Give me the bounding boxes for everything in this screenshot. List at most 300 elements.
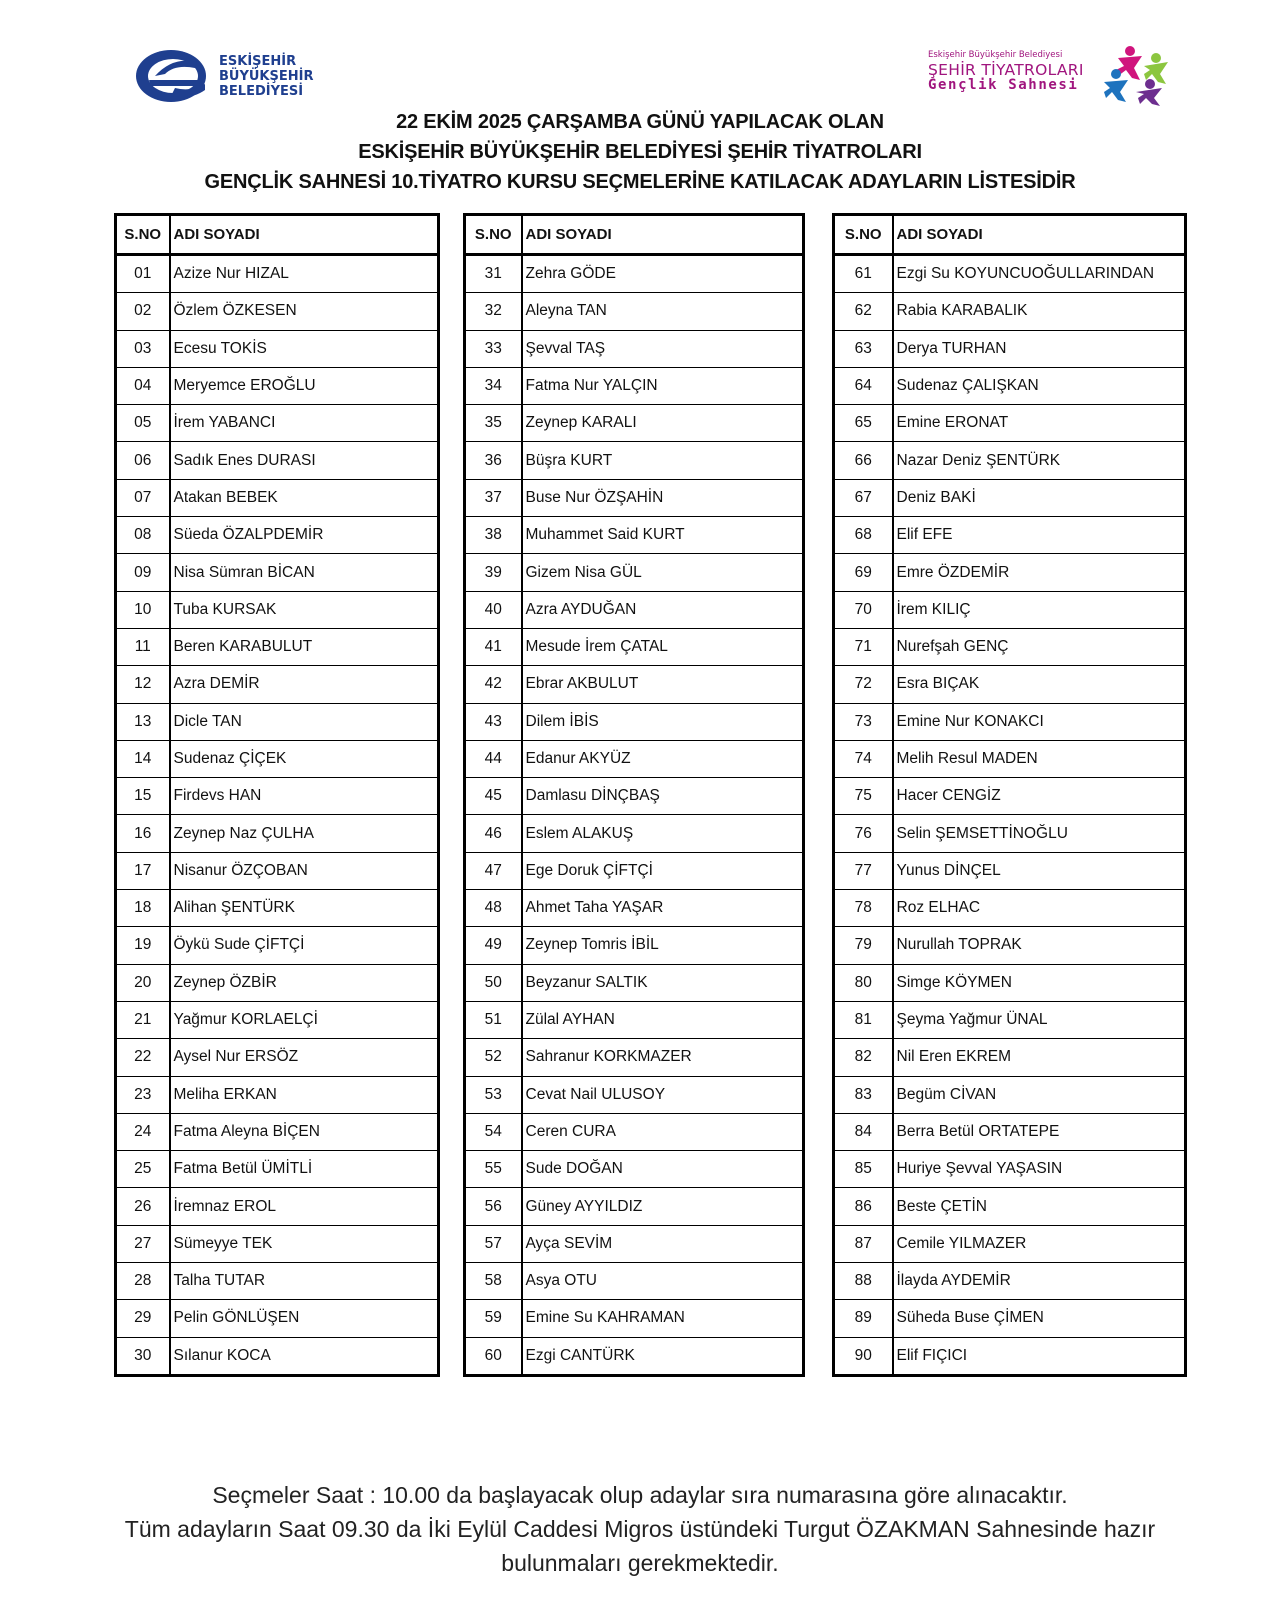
candidate-name: Ceren CURA bbox=[522, 1113, 804, 1150]
candidate-number: 73 bbox=[834, 703, 893, 740]
candidate-number: 88 bbox=[834, 1263, 893, 1300]
candidate-number: 84 bbox=[834, 1113, 893, 1150]
candidate-name: Esra BIÇAK bbox=[893, 666, 1186, 703]
table-row bbox=[834, 890, 1186, 927]
candidate-name: Deniz BAKİ bbox=[893, 479, 1186, 516]
title-line-3: GENÇLİK SAHNESİ 10.TİYATRO KURSU SEÇMELERİNE KATILACAK ADAYLARIN LİSTESİDİR bbox=[204, 171, 1076, 193]
candidate-number: 82 bbox=[834, 1039, 893, 1076]
candidate-number: 85 bbox=[834, 1151, 893, 1188]
candidate-name: Aleyna TAN bbox=[522, 293, 804, 330]
table-row bbox=[116, 927, 439, 964]
table-row bbox=[116, 554, 439, 591]
candidate-name: Cevat Nail ULUSOY bbox=[522, 1076, 804, 1113]
candidate-number: 77 bbox=[834, 852, 893, 889]
candidate-name: Şevval TAŞ bbox=[522, 330, 804, 367]
candidate-name: Hacer CENGİZ bbox=[893, 778, 1186, 815]
table-row bbox=[465, 1225, 804, 1262]
candidate-name: Fatma Aleyna BİÇEN bbox=[170, 1113, 439, 1150]
candidate-name: Nazar Deniz ŞENTÜRK bbox=[893, 442, 1186, 479]
candidate-number: 46 bbox=[465, 815, 522, 852]
candidate-name: Nurefşah GENÇ bbox=[893, 628, 1186, 665]
footer-line-2: Tüm adayların Saat 09.30 da İki Eylül Caddesi Migros üstündeki Turgut ÖZAKMAN Sahnesinde hazır bbox=[124, 1516, 1156, 1542]
candidate-name: Damlasu DİNÇBAŞ bbox=[522, 778, 804, 815]
candidate-number: 47 bbox=[465, 852, 522, 889]
candidate-number: 71 bbox=[834, 628, 893, 665]
candidate-number: 63 bbox=[834, 330, 893, 367]
table-row bbox=[116, 740, 439, 777]
candidate-number: 22 bbox=[116, 1039, 170, 1076]
table-row bbox=[465, 703, 804, 740]
candidate-number: 06 bbox=[116, 442, 170, 479]
candidate-number: 35 bbox=[465, 405, 522, 442]
table-row bbox=[116, 964, 439, 1001]
candidate-number: 53 bbox=[465, 1076, 522, 1113]
candidate-name: Eslem ALAKUŞ bbox=[522, 815, 804, 852]
table-row bbox=[834, 442, 1186, 479]
column-header-name: ADI SOYADI bbox=[893, 215, 1186, 255]
candidate-name: Melih Resul MADEN bbox=[893, 740, 1186, 777]
table-row bbox=[116, 1113, 439, 1150]
theatre-logo-line-3: Gençlik Sahnesi bbox=[928, 77, 1079, 93]
candidate-table-3 bbox=[832, 213, 1187, 1377]
candidate-name: Roz ELHAC bbox=[893, 890, 1186, 927]
candidate-number: 10 bbox=[116, 591, 170, 628]
candidate-table-2 bbox=[463, 213, 805, 1377]
table-row bbox=[834, 815, 1186, 852]
table-row bbox=[834, 927, 1186, 964]
table-row bbox=[465, 740, 804, 777]
candidate-name: Beren KARABULUT bbox=[170, 628, 439, 665]
candidate-number: 74 bbox=[834, 740, 893, 777]
candidate-name: Nisanur ÖZÇOBAN bbox=[170, 852, 439, 889]
candidate-name: Huriye Şevval YAŞASIN bbox=[893, 1151, 1186, 1188]
candidate-name: İremnaz EROL bbox=[170, 1188, 439, 1225]
table-row bbox=[116, 1001, 439, 1038]
candidate-number: 64 bbox=[834, 367, 893, 404]
candidate-number: 57 bbox=[465, 1225, 522, 1262]
candidate-name: Mesude İrem ÇATAL bbox=[522, 628, 804, 665]
table-row bbox=[116, 517, 439, 554]
candidate-name: İrem KILIÇ bbox=[893, 591, 1186, 628]
candidate-number: 34 bbox=[465, 367, 522, 404]
candidate-name: Süheda Buse ÇİMEN bbox=[893, 1300, 1186, 1337]
table-row bbox=[116, 1263, 439, 1300]
candidate-name: Nil Eren EKREM bbox=[893, 1039, 1186, 1076]
municipality-emblem-icon bbox=[135, 46, 211, 104]
candidate-number: 26 bbox=[116, 1188, 170, 1225]
candidate-name: Zeynep ÖZBİR bbox=[170, 964, 439, 1001]
candidate-number: 28 bbox=[116, 1263, 170, 1300]
theatre-logo-line-2: ŞEHİR TİYATROLARI bbox=[928, 61, 1084, 79]
candidate-name: Buse Nur ÖZŞAHİN bbox=[522, 479, 804, 516]
candidate-number: 66 bbox=[834, 442, 893, 479]
table-row bbox=[116, 666, 439, 703]
candidate-number: 61 bbox=[834, 255, 893, 293]
table-row bbox=[116, 591, 439, 628]
candidate-name: Selin ŞEMSETTİNOĞLU bbox=[893, 815, 1186, 852]
candidate-name: Nurullah TOPRAK bbox=[893, 927, 1186, 964]
table-row bbox=[465, 1151, 804, 1188]
candidate-name: Muhammet Said KURT bbox=[522, 517, 804, 554]
candidate-name: Rabia KARABALIK bbox=[893, 293, 1186, 330]
table-row bbox=[834, 554, 1186, 591]
candidate-name: Elif EFE bbox=[893, 517, 1186, 554]
candidate-name: Firdevs HAN bbox=[170, 778, 439, 815]
table-row bbox=[834, 1076, 1186, 1113]
table-row bbox=[834, 1225, 1186, 1262]
table-row bbox=[465, 330, 804, 367]
candidate-name: Ahmet Taha YAŞAR bbox=[522, 890, 804, 927]
candidate-number: 29 bbox=[116, 1300, 170, 1337]
dancing-figures-icon bbox=[1104, 44, 1170, 106]
candidate-number: 27 bbox=[116, 1225, 170, 1262]
candidate-name: Asya OTU bbox=[522, 1263, 804, 1300]
table-row bbox=[834, 964, 1186, 1001]
table-row bbox=[116, 1337, 439, 1375]
table-row bbox=[834, 666, 1186, 703]
candidate-name: Emine ERONAT bbox=[893, 405, 1186, 442]
table-row bbox=[465, 1001, 804, 1038]
candidate-name: Sümeyye TEK bbox=[170, 1225, 439, 1262]
candidate-number: 68 bbox=[834, 517, 893, 554]
candidate-name: Zeynep KARALI bbox=[522, 405, 804, 442]
candidate-name: Yağmur KORLAELÇİ bbox=[170, 1001, 439, 1038]
candidate-number: 13 bbox=[116, 703, 170, 740]
candidate-number: 55 bbox=[465, 1151, 522, 1188]
candidate-name: Şeyma Yağmur ÜNAL bbox=[893, 1001, 1186, 1038]
table-row bbox=[834, 479, 1186, 516]
candidate-name: Ezgi Su KOYUNCUOĞULLARINDAN bbox=[893, 255, 1186, 293]
theatre-logo bbox=[928, 48, 1168, 110]
table-row bbox=[116, 628, 439, 665]
candidate-number: 76 bbox=[834, 815, 893, 852]
table-row bbox=[465, 1300, 804, 1337]
candidate-number: 48 bbox=[465, 890, 522, 927]
table-row bbox=[116, 1076, 439, 1113]
table-row bbox=[465, 517, 804, 554]
candidate-name: Azize Nur HIZAL bbox=[170, 255, 439, 293]
logo-line-3: BELEDİYESİ bbox=[219, 84, 304, 99]
candidate-number: 75 bbox=[834, 778, 893, 815]
table-row bbox=[465, 405, 804, 442]
table-row bbox=[465, 852, 804, 889]
candidate-name: Derya TURHAN bbox=[893, 330, 1186, 367]
candidate-number: 42 bbox=[465, 666, 522, 703]
candidate-name: Dilem İBİS bbox=[522, 703, 804, 740]
footer-line-1: Seçmeler Saat : 10.00 da başlayacak olup adaylar sıra numarasına göre alınacaktır. bbox=[212, 1482, 1068, 1508]
table-row bbox=[116, 1188, 439, 1225]
candidate-number: 49 bbox=[465, 927, 522, 964]
candidate-number: 87 bbox=[834, 1225, 893, 1262]
candidate-name: Beste ÇETİN bbox=[893, 1188, 1186, 1225]
candidate-number: 39 bbox=[465, 554, 522, 591]
table-row bbox=[116, 815, 439, 852]
table-row bbox=[465, 666, 804, 703]
logo-line-1: ESKİŞEHİR bbox=[219, 54, 297, 69]
candidate-name: Pelin GÖNLÜŞEN bbox=[170, 1300, 439, 1337]
table-row bbox=[465, 1039, 804, 1076]
candidate-name: Aysel Nur ERSÖZ bbox=[170, 1039, 439, 1076]
table-row bbox=[834, 293, 1186, 330]
candidate-name: Talha TUTAR bbox=[170, 1263, 439, 1300]
candidate-name: Güney AYYILDIZ bbox=[522, 1188, 804, 1225]
theatre-logo-line-1: Eskişehir Büyükşehir Belediyesi bbox=[928, 50, 1063, 60]
candidate-name: Azra DEMİR bbox=[170, 666, 439, 703]
candidate-number: 43 bbox=[465, 703, 522, 740]
candidate-name: Nisa Sümran BİCAN bbox=[170, 554, 439, 591]
logo-line-2: BÜYÜKŞEHİR bbox=[219, 69, 314, 84]
candidate-name: Ecesu TOKİS bbox=[170, 330, 439, 367]
table-row bbox=[834, 330, 1186, 367]
table-row bbox=[465, 255, 804, 293]
candidate-name: Sadık Enes DURASI bbox=[170, 442, 439, 479]
table-row bbox=[465, 1113, 804, 1150]
candidate-number: 78 bbox=[834, 890, 893, 927]
table-row bbox=[465, 890, 804, 927]
candidate-number: 59 bbox=[465, 1300, 522, 1337]
candidate-name: Sudenaz ÇİÇEK bbox=[170, 740, 439, 777]
table-row bbox=[834, 740, 1186, 777]
title-line-1: 22 EKİM 2025 ÇARŞAMBA GÜNÜ YAPILACAK OLAN bbox=[396, 111, 884, 133]
candidate-number: 51 bbox=[465, 1001, 522, 1038]
candidate-name: Gizem Nisa GÜL bbox=[522, 554, 804, 591]
table-row bbox=[465, 628, 804, 665]
candidate-number: 37 bbox=[465, 479, 522, 516]
candidate-number: 24 bbox=[116, 1113, 170, 1150]
table-row bbox=[465, 367, 804, 404]
column-header-no: S.NO bbox=[116, 215, 170, 255]
candidate-name: Ebrar AKBULUT bbox=[522, 666, 804, 703]
table-row bbox=[465, 293, 804, 330]
candidate-table-1 bbox=[114, 213, 440, 1377]
table-row bbox=[834, 591, 1186, 628]
footer-notice bbox=[0, 1478, 1280, 1580]
candidate-name: Dicle TAN bbox=[170, 703, 439, 740]
table-row bbox=[834, 1263, 1186, 1300]
table-row bbox=[116, 1039, 439, 1076]
candidate-number: 32 bbox=[465, 293, 522, 330]
candidate-number: 83 bbox=[834, 1076, 893, 1113]
candidate-number: 04 bbox=[116, 367, 170, 404]
table-row bbox=[116, 852, 439, 889]
table-row bbox=[465, 1337, 804, 1375]
table-row bbox=[116, 703, 439, 740]
table-row bbox=[465, 927, 804, 964]
candidate-number: 40 bbox=[465, 591, 522, 628]
candidate-name: Cemile YILMAZER bbox=[893, 1225, 1186, 1262]
table-row bbox=[116, 890, 439, 927]
candidate-name: İlayda AYDEMİR bbox=[893, 1263, 1186, 1300]
candidate-number: 45 bbox=[465, 778, 522, 815]
candidate-name: Yunus DİNÇEL bbox=[893, 852, 1186, 889]
candidate-number: 90 bbox=[834, 1337, 893, 1375]
candidate-number: 65 bbox=[834, 405, 893, 442]
candidate-number: 58 bbox=[465, 1263, 522, 1300]
candidate-name: Atakan BEBEK bbox=[170, 479, 439, 516]
candidate-number: 14 bbox=[116, 740, 170, 777]
candidate-number: 36 bbox=[465, 442, 522, 479]
table-row bbox=[465, 1263, 804, 1300]
candidate-number: 15 bbox=[116, 778, 170, 815]
candidate-number: 05 bbox=[116, 405, 170, 442]
candidate-number: 31 bbox=[465, 255, 522, 293]
candidate-number: 62 bbox=[834, 293, 893, 330]
table-row bbox=[465, 554, 804, 591]
candidate-number: 38 bbox=[465, 517, 522, 554]
table-header-row bbox=[465, 215, 804, 255]
table-row bbox=[116, 1300, 439, 1337]
table-row bbox=[116, 293, 439, 330]
candidate-name: Fatma Betül ÜMİTLİ bbox=[170, 1151, 439, 1188]
table-row bbox=[834, 255, 1186, 293]
candidate-name: Zeynep Naz ÇULHA bbox=[170, 815, 439, 852]
candidate-number: 25 bbox=[116, 1151, 170, 1188]
table-row bbox=[116, 442, 439, 479]
candidate-name: Ezgi CANTÜRK bbox=[522, 1337, 804, 1375]
footer-line-3: bulunmaları gerekmektedir. bbox=[501, 1550, 779, 1576]
candidate-name: Sılanur KOCA bbox=[170, 1337, 439, 1375]
table-row bbox=[834, 1300, 1186, 1337]
candidate-number: 03 bbox=[116, 330, 170, 367]
candidate-name: Tuba KURSAK bbox=[170, 591, 439, 628]
candidate-name: Fatma Nur YALÇIN bbox=[522, 367, 804, 404]
table-row bbox=[465, 442, 804, 479]
table-row bbox=[834, 1113, 1186, 1150]
candidate-name: Ege Doruk ÇİFTÇİ bbox=[522, 852, 804, 889]
candidate-number: 80 bbox=[834, 964, 893, 1001]
table-row bbox=[465, 815, 804, 852]
candidate-number: 09 bbox=[116, 554, 170, 591]
table-row bbox=[834, 1337, 1186, 1375]
candidate-name: Berra Betül ORTATEPE bbox=[893, 1113, 1186, 1150]
candidate-name: Azra AYDUĞAN bbox=[522, 591, 804, 628]
candidate-number: 18 bbox=[116, 890, 170, 927]
document-title bbox=[0, 107, 1280, 197]
candidate-number: 17 bbox=[116, 852, 170, 889]
municipality-logo bbox=[135, 44, 315, 108]
table-row bbox=[116, 405, 439, 442]
table-row bbox=[834, 852, 1186, 889]
column-header-name: ADI SOYADI bbox=[522, 215, 804, 255]
table-row bbox=[834, 367, 1186, 404]
title-line-2: ESKİŞEHİR BÜYÜKŞEHİR BELEDİYESİ ŞEHİR TİYATROLARI bbox=[358, 141, 922, 163]
candidate-name: Sahranur KORKMAZER bbox=[522, 1039, 804, 1076]
candidate-name: Sude DOĞAN bbox=[522, 1151, 804, 1188]
table-row bbox=[116, 330, 439, 367]
candidate-name: Emine Nur KONAKCI bbox=[893, 703, 1186, 740]
table-row bbox=[834, 778, 1186, 815]
column-header-no: S.NO bbox=[465, 215, 522, 255]
candidate-name: Ayça SEVİM bbox=[522, 1225, 804, 1262]
candidate-name: Edanur AKYÜZ bbox=[522, 740, 804, 777]
candidate-number: 20 bbox=[116, 964, 170, 1001]
candidate-number: 08 bbox=[116, 517, 170, 554]
candidate-number: 70 bbox=[834, 591, 893, 628]
table-row bbox=[834, 517, 1186, 554]
table-row bbox=[465, 778, 804, 815]
candidate-number: 02 bbox=[116, 293, 170, 330]
table-row bbox=[465, 479, 804, 516]
candidate-number: 56 bbox=[465, 1188, 522, 1225]
candidate-number: 16 bbox=[116, 815, 170, 852]
candidate-number: 54 bbox=[465, 1113, 522, 1150]
candidate-number: 52 bbox=[465, 1039, 522, 1076]
candidate-name: Emre ÖZDEMİR bbox=[893, 554, 1186, 591]
candidate-number: 07 bbox=[116, 479, 170, 516]
candidate-number: 44 bbox=[465, 740, 522, 777]
candidate-number: 89 bbox=[834, 1300, 893, 1337]
candidate-name: Alihan ŞENTÜRK bbox=[170, 890, 439, 927]
candidate-number: 01 bbox=[116, 255, 170, 293]
table-row bbox=[834, 405, 1186, 442]
candidate-name: Zülal AYHAN bbox=[522, 1001, 804, 1038]
candidate-name: Sudenaz ÇALIŞKAN bbox=[893, 367, 1186, 404]
candidate-name: Büşra KURT bbox=[522, 442, 804, 479]
table-row bbox=[465, 964, 804, 1001]
candidate-name: Beyzanur SALTIK bbox=[522, 964, 804, 1001]
table-row bbox=[834, 703, 1186, 740]
table-row bbox=[116, 255, 439, 293]
candidate-number: 19 bbox=[116, 927, 170, 964]
candidate-name: Begüm CİVAN bbox=[893, 1076, 1186, 1113]
table-row bbox=[465, 1076, 804, 1113]
candidate-name: Meryemce EROĞLU bbox=[170, 367, 439, 404]
table-row bbox=[834, 1188, 1186, 1225]
candidate-name: Zehra GÖDE bbox=[522, 255, 804, 293]
candidate-number: 21 bbox=[116, 1001, 170, 1038]
table-row bbox=[834, 1039, 1186, 1076]
table-row bbox=[116, 367, 439, 404]
candidate-number: 11 bbox=[116, 628, 170, 665]
table-row bbox=[834, 1151, 1186, 1188]
candidate-number: 79 bbox=[834, 927, 893, 964]
table-row bbox=[116, 1151, 439, 1188]
candidate-number: 67 bbox=[834, 479, 893, 516]
table-header-row bbox=[116, 215, 439, 255]
candidate-number: 81 bbox=[834, 1001, 893, 1038]
candidate-number: 12 bbox=[116, 666, 170, 703]
candidate-name: Özlem ÖZKESEN bbox=[170, 293, 439, 330]
candidate-number: 69 bbox=[834, 554, 893, 591]
candidate-name: Öykü Sude ÇİFTÇİ bbox=[170, 927, 439, 964]
table-row bbox=[834, 628, 1186, 665]
table-row bbox=[465, 1188, 804, 1225]
column-header-no: S.NO bbox=[834, 215, 893, 255]
candidate-name: Simge KÖYMEN bbox=[893, 964, 1186, 1001]
candidate-number: 72 bbox=[834, 666, 893, 703]
candidate-number: 86 bbox=[834, 1188, 893, 1225]
candidate-number: 60 bbox=[465, 1337, 522, 1375]
column-header-name: ADI SOYADI bbox=[170, 215, 439, 255]
candidate-name: Süeda ÖZALPDEMİR bbox=[170, 517, 439, 554]
table-row bbox=[116, 778, 439, 815]
candidate-number: 41 bbox=[465, 628, 522, 665]
candidate-number: 33 bbox=[465, 330, 522, 367]
candidate-name: Zeynep Tomris İBİL bbox=[522, 927, 804, 964]
candidate-number: 23 bbox=[116, 1076, 170, 1113]
table-row bbox=[834, 1001, 1186, 1038]
candidate-number: 30 bbox=[116, 1337, 170, 1375]
candidate-name: Elif FIÇICI bbox=[893, 1337, 1186, 1375]
table-header-row bbox=[834, 215, 1186, 255]
candidate-number: 50 bbox=[465, 964, 522, 1001]
table-row bbox=[116, 1225, 439, 1262]
candidate-name: Emine Su KAHRAMAN bbox=[522, 1300, 804, 1337]
table-row bbox=[116, 479, 439, 516]
candidate-name: Meliha ERKAN bbox=[170, 1076, 439, 1113]
candidate-name: İrem YABANCI bbox=[170, 405, 439, 442]
table-row bbox=[465, 591, 804, 628]
